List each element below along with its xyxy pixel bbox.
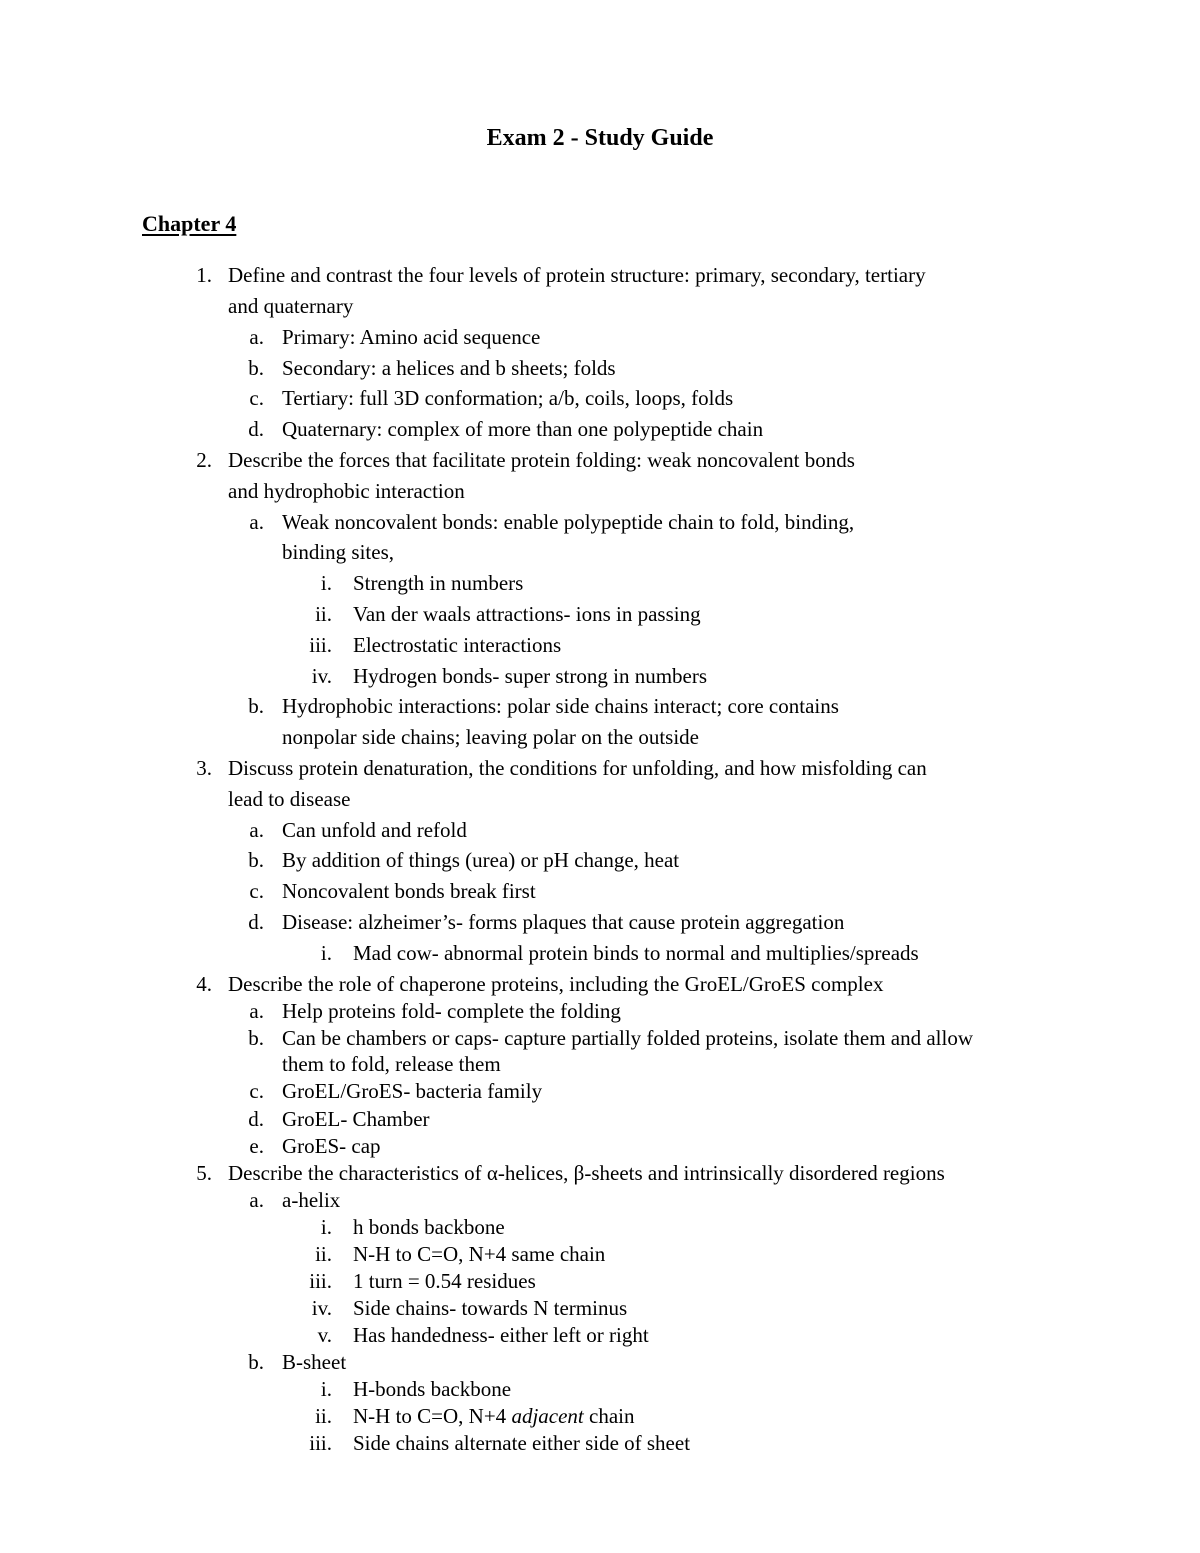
item-5b-ii-text-post: chain — [583, 1404, 635, 1428]
item-2a-i-marker: i. — [320, 571, 332, 595]
item-5-marker: 5. — [196, 1161, 212, 1185]
item-4c-text: GroEL/GroES- bacteria family — [282, 1079, 543, 1103]
item-4c-marker: c. — [249, 1079, 264, 1103]
item-2a-iii-marker: iii. — [309, 633, 332, 657]
item-2a-iv-text: Hydrogen bonds- super strong in numbers — [353, 664, 708, 688]
item-2-text: Describe the forces that facilitate protein folding: weak noncovalent bonds — [228, 448, 855, 472]
item-2b-text: Hydrophobic interactions: polar side chains interact; core contains — [282, 694, 839, 718]
item-5a-i-text: h bonds backbone — [353, 1215, 505, 1239]
item-4a-text: Help proteins fold- complete the folding — [282, 999, 621, 1023]
item-5b-i-text: H-bonds backbone — [353, 1377, 512, 1401]
item-1c-marker: c. — [249, 386, 264, 410]
item-3d-text: Disease: alzheimer’s- forms plaques that cause protein aggregation — [282, 910, 845, 934]
item-1-text: Define and contrast the four levels of protein structure: primary, secondary, tertiary — [228, 263, 926, 287]
item-2a-iv-marker: iv. — [311, 664, 332, 688]
item-3d-i-text: Mad cow- abnormal protein binds to normal and multiplies/spreads — [353, 941, 919, 965]
item-5a-v-text: Has handedness- either left or right — [353, 1323, 649, 1347]
item-5-text: Describe the characteristics of α-helices, β-sheets and intrinsically disordered regions — [228, 1161, 945, 1185]
item-5a-i-marker: i. — [320, 1215, 332, 1239]
item-3b-text: By addition of things (urea) or pH change, heat — [282, 848, 680, 872]
item-5a-iii-marker: iii. — [309, 1269, 332, 1293]
item-5b-i-marker: i. — [320, 1377, 332, 1401]
item-5a-iv-text: Side chains- towards N terminus — [353, 1296, 628, 1320]
item-4a-marker: a. — [249, 999, 264, 1023]
item-1a-text: Primary: Amino acid sequence — [282, 325, 541, 349]
item-5a-v-marker: v. — [317, 1323, 332, 1347]
item-2-marker: 2. — [196, 448, 212, 472]
item-2a-i-text: Strength in numbers — [353, 571, 524, 595]
item-4e-text: GroES- cap — [282, 1134, 381, 1158]
item-1a-marker: a. — [249, 325, 264, 349]
item-4-marker: 4. — [196, 972, 212, 996]
item-5a-ii-text: N-H to C=O, N+4 same chain — [353, 1242, 606, 1266]
page-title: Exam 2 - Study Guide — [486, 125, 714, 151]
item-5b-ii-text-pre: N-H to C=O, N+4 — [353, 1404, 512, 1428]
item-5b-ii-text — [353, 1403, 634, 1429]
item-2a-text-cont: binding sites, — [282, 540, 395, 564]
item-5a-iii-text: 1 turn = 0.54 residues — [353, 1269, 536, 1293]
item-1-marker: 1. — [196, 263, 212, 287]
item-3-marker: 3. — [196, 756, 212, 780]
item-1b-marker: b. — [248, 356, 264, 380]
item-5b-ii-marker: ii. — [315, 1404, 332, 1428]
item-1c-text: Tertiary: full 3D conformation; a/b, coils, loops, folds — [282, 386, 734, 410]
item-2a-marker: a. — [249, 510, 264, 534]
item-2-text-cont: and hydrophobic interaction — [228, 479, 465, 503]
item-5b-marker: b. — [248, 1350, 264, 1374]
item-3a-text: Can unfold and refold — [282, 818, 467, 842]
item-3b-marker: b. — [248, 848, 264, 872]
item-5b-iii-text: Side chains alternate either side of sheet — [353, 1431, 691, 1455]
item-1b-text: Secondary: a helices and b sheets; folds — [282, 356, 616, 380]
item-2a-text: Weak noncovalent bonds: enable polypeptide chain to fold, binding, — [282, 510, 855, 534]
item-3-text: Discuss protein denaturation, the conditions for unfolding, and how misfolding can — [228, 756, 927, 780]
item-2b-marker: b. — [248, 694, 264, 718]
item-4e-marker: e. — [249, 1134, 264, 1158]
item-3d-marker: d. — [248, 910, 264, 934]
chapter-heading: Chapter 4 — [142, 211, 237, 236]
item-3-text-cont: lead to disease — [228, 787, 351, 811]
item-5a-text: a-helix — [282, 1188, 341, 1212]
item-4b-marker: b. — [248, 1026, 264, 1050]
item-3c-marker: c. — [249, 879, 264, 903]
item-1d-marker: d. — [248, 417, 264, 441]
item-5a-ii-marker: ii. — [315, 1242, 332, 1266]
item-5b-iii-marker: iii. — [309, 1431, 332, 1455]
item-3c-text: Noncovalent bonds break first — [282, 879, 536, 903]
item-1-text-cont: and quaternary — [228, 294, 354, 318]
item-4d-marker: d. — [248, 1107, 264, 1131]
item-5a-marker: a. — [249, 1188, 264, 1212]
item-3a-marker: a. — [249, 818, 264, 842]
item-2b-text-cont: nonpolar side chains; leaving polar on the outside — [282, 725, 699, 749]
item-4-text: Describe the role of chaperone proteins, including the GroEL/GroES complex — [228, 972, 884, 996]
item-5b-ii-emphasis: adjacent — [511, 1404, 584, 1428]
item-5a-iv-marker: iv. — [311, 1296, 332, 1320]
item-2a-ii-marker: ii. — [315, 602, 332, 626]
item-4d-text: GroEL- Chamber — [282, 1107, 430, 1131]
item-4b-text: Can be chambers or caps- capture partially folded proteins, isolate them and allow — [282, 1026, 974, 1050]
item-3d-i-marker: i. — [320, 941, 332, 965]
item-2a-ii-text: Van der waals attractions- ions in passing — [353, 602, 701, 626]
item-1d-text: Quaternary: complex of more than one polypeptide chain — [282, 417, 764, 441]
item-5b-text: B-sheet — [282, 1350, 347, 1374]
item-4b-text-cont: them to fold, release them — [282, 1052, 501, 1076]
item-2a-iii-text: Electrostatic interactions — [353, 633, 562, 657]
